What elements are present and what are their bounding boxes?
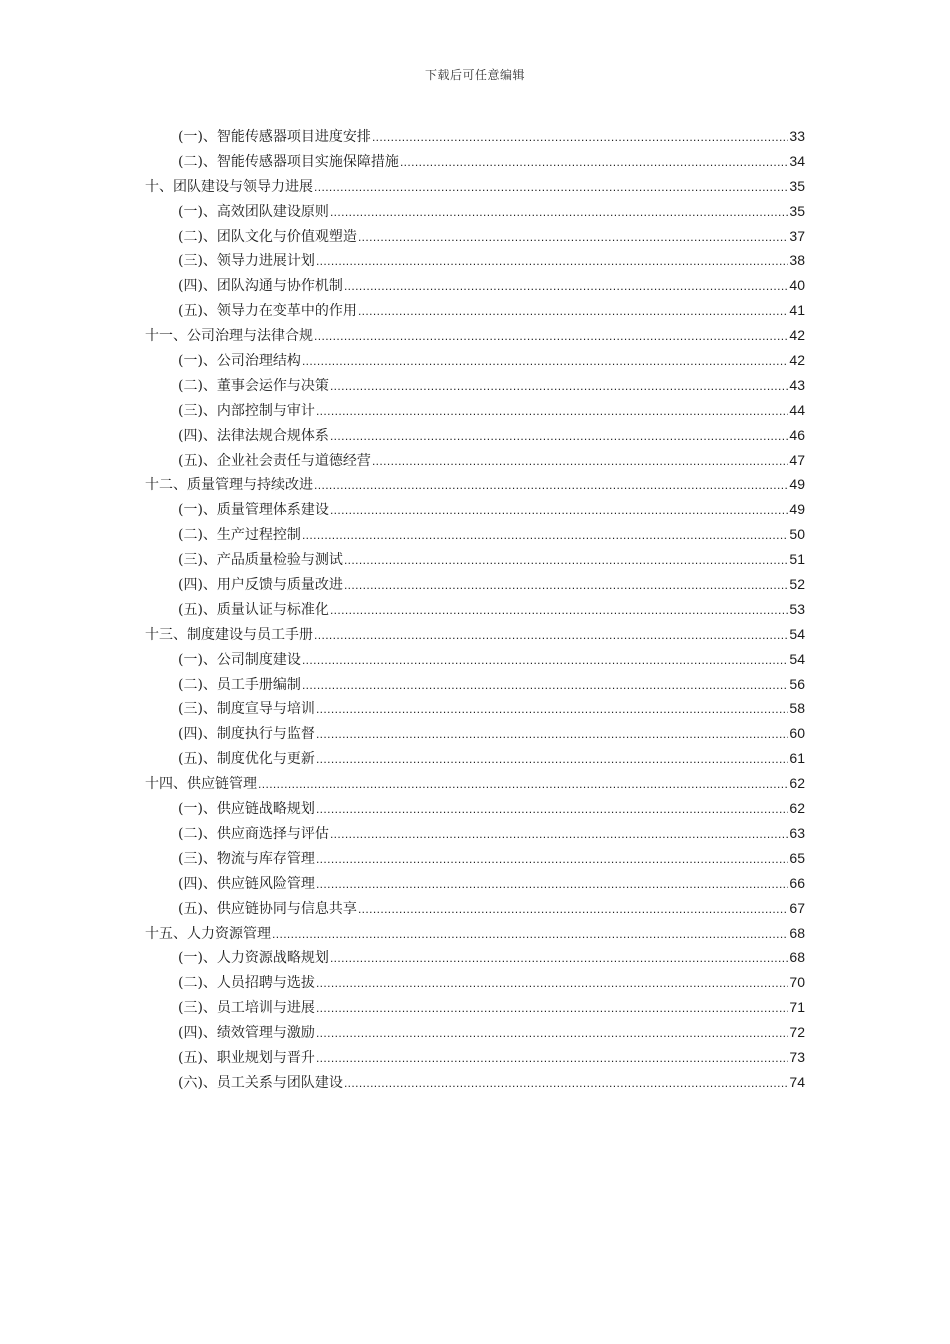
toc-dot-leader [316,249,788,274]
toc-dot-leader [302,648,788,673]
toc-section-entry[interactable] [145,1070,805,1095]
toc-dot-leader [344,573,788,598]
toc-entry-title: (三)、物流与库存管理 [178,850,315,867]
toc-entry-title: (五)、职业规划与晋升 [178,1049,315,1066]
toc-section-entry[interactable] [145,448,805,473]
toc-dot-leader [316,872,788,897]
toc-dot-leader [358,897,788,922]
toc-dot-leader [302,673,788,698]
toc-entry-title: 十二、质量管理与持续改进 [145,477,313,494]
toc-page-number: 37 [789,227,805,244]
toc-section-entry[interactable] [145,547,805,572]
toc-entry-title: (二)、员工手册编制 [178,676,301,693]
toc-section-entry[interactable] [145,149,805,174]
toc-entry-title: (一)、高效团队建设原则 [178,203,329,220]
toc-chapter-entry[interactable] [145,921,805,946]
toc-page-number: 54 [789,625,805,642]
toc-page-number: 35 [789,202,805,219]
toc-entry-title: (四)、用户反馈与质量改进 [178,577,343,594]
toc-chapter-entry[interactable] [145,771,805,796]
toc-page-number: 67 [789,899,805,916]
toc-entry-title: 十四、供应链管理 [145,776,257,793]
toc-page-number: 46 [789,426,805,443]
toc-section-entry[interactable] [145,423,805,448]
toc-section-entry[interactable] [145,597,805,622]
toc-entry-title: (三)、产品质量检验与测试 [178,552,343,569]
page-header: 下载后可任意编辑 [424,68,525,82]
toc-entry-title: 十一、公司治理与法律合规 [145,328,313,345]
toc-entry-title: (一)、公司制度建设 [178,651,301,668]
toc-dot-leader [316,399,788,424]
toc-dot-leader [314,324,788,349]
toc-dot-leader [314,623,788,648]
toc-entry-title: (四)、绩效管理与激励 [178,1025,315,1042]
toc-dot-leader [344,1071,788,1096]
toc-entry-title: (四)、供应链风险管理 [178,875,315,892]
toc-section-entry[interactable] [145,398,805,423]
toc-page-number: 42 [789,352,805,369]
toc-dot-leader [330,498,788,523]
toc-entry-title: 十、团队建设与领导力进展 [145,178,313,195]
toc-page-number: 72 [789,1024,805,1041]
toc-page-number: 60 [789,725,805,742]
toc-page-number: 33 [789,128,805,144]
toc-page-number: 62 [789,775,805,792]
toc-chapter-entry[interactable] [145,622,805,647]
toc-dot-leader [330,946,788,971]
toc-page-number: 63 [789,824,805,841]
toc-page-number: 61 [789,750,805,767]
toc-section-entry[interactable] [145,970,805,995]
toc-chapter-entry[interactable] [145,323,805,348]
toc-page-number: 42 [789,327,805,344]
toc-section-entry[interactable] [145,224,805,249]
toc-section-entry[interactable] [145,945,805,970]
toc-chapter-entry[interactable] [145,174,805,199]
toc-dot-leader [316,697,788,722]
toc-dot-leader [316,1046,788,1071]
toc-page-number: 34 [789,152,805,169]
toc-entry-title: (一)、人力资源战略规划 [178,950,329,967]
toc-section-entry[interactable] [145,348,805,373]
toc-section-entry[interactable] [145,821,805,846]
toc-entry-title: (三)、员工培训与进展 [178,1000,315,1017]
toc-dot-leader [344,274,788,299]
toc-page-number: 68 [789,949,805,966]
toc-dot-leader [316,996,788,1021]
toc-section-entry[interactable] [145,522,805,547]
toc-section-entry[interactable] [145,746,805,771]
toc-dot-leader [372,125,788,150]
toc-dot-leader [358,225,788,250]
toc-section-entry[interactable] [145,273,805,298]
toc-entry-title: (二)、人员招聘与选拔 [178,975,315,992]
toc-entry-title: (三)、内部控制与审计 [178,402,315,419]
toc-entry-title: 十五、人力资源管理 [145,925,271,942]
toc-page-number: 62 [789,800,805,817]
toc-dot-leader [314,175,788,200]
toc-page-number: 58 [789,700,805,717]
toc-entry-title: (二)、团队文化与价值观塑造 [178,228,357,245]
table-of-contents [145,124,805,1095]
toc-page-number: 65 [789,849,805,866]
toc-dot-leader [316,1021,788,1046]
toc-entry-title: 十三、制度建设与员工手册 [145,626,313,643]
toc-dot-leader [302,349,788,374]
toc-page-number: 49 [789,501,805,518]
toc-section-entry[interactable] [145,572,805,597]
toc-section-entry[interactable] [145,846,805,871]
toc-page-number: 49 [789,476,805,493]
toc-page-number: 68 [789,924,805,941]
toc-section-entry[interactable] [145,871,805,896]
toc-dot-leader [258,772,788,797]
toc-entry-title: (一)、质量管理体系建设 [178,502,329,519]
toc-entry-title: (六)、员工关系与团队建设 [178,1074,343,1091]
toc-entry-title: (四)、制度执行与监督 [178,726,315,743]
toc-dot-leader [400,150,788,175]
toc-dot-leader [316,722,788,747]
toc-page-number: 74 [789,1073,805,1090]
toc-page-number: 51 [789,551,805,568]
toc-dot-leader [316,747,788,772]
toc-dot-leader [316,971,788,996]
toc-section-entry[interactable] [145,1045,805,1070]
toc-entry-title: (一)、智能传感器项目进度安排 [178,129,371,145]
toc-section-entry[interactable] [145,199,805,224]
toc-chapter-entry[interactable] [145,472,805,497]
toc-entry-title: (二)、供应商选择与评估 [178,825,329,842]
toc-page-number: 41 [789,302,805,319]
toc-page-number: 47 [789,451,805,468]
toc-dot-leader [316,847,788,872]
toc-section-entry[interactable] [145,1020,805,1045]
toc-entry-title: (三)、制度宣导与培训 [178,701,315,718]
toc-section-entry[interactable] [145,248,805,273]
toc-dot-leader [330,374,788,399]
toc-dot-leader [316,797,788,822]
toc-page-number: 50 [789,526,805,543]
toc-entry-title: (五)、企业社会责任与道德经营 [178,452,371,469]
toc-dot-leader [330,822,788,847]
toc-dot-leader [330,424,788,449]
toc-section-entry[interactable] [145,298,805,323]
toc-entry-title: (五)、质量认证与标准化 [178,601,329,618]
toc-entry-title: (四)、团队沟通与协作机制 [178,278,343,295]
toc-entry-title: (二)、生产过程控制 [178,527,301,544]
toc-entry-title: (二)、董事会运作与决策 [178,377,329,394]
toc-dot-leader [330,598,788,623]
toc-dot-leader [314,473,788,498]
toc-section-entry[interactable] [145,373,805,398]
toc-dot-leader [344,548,788,573]
toc-entry-title: (二)、智能传感器项目实施保障措施 [178,153,399,170]
toc-entry-title: (三)、领导力进展计划 [178,253,315,270]
toc-entry-title: (四)、法律法规合规体系 [178,427,329,444]
toc-page-number: 52 [789,576,805,593]
toc-page-number: 56 [789,675,805,692]
toc-page-number: 71 [789,999,805,1016]
toc-entry-title: (五)、供应链协同与信息共享 [178,900,357,917]
toc-dot-leader [302,523,788,548]
toc-section-entry[interactable] [145,796,805,821]
toc-page-number: 73 [789,1048,805,1065]
toc-page-number: 38 [789,252,805,269]
toc-entry-title: (五)、领导力在变革中的作用 [178,303,357,320]
toc-dot-leader [372,449,788,474]
toc-dot-leader [272,922,788,947]
toc-entry-title: (一)、公司治理结构 [178,353,301,370]
toc-section-entry[interactable] [145,896,805,921]
toc-section-entry[interactable] [145,124,805,149]
toc-section-entry[interactable] [145,672,805,697]
toc-page-number: 35 [789,177,805,194]
toc-section-entry[interactable] [145,497,805,522]
toc-page-number: 54 [789,650,805,667]
toc-dot-leader [330,200,788,225]
toc-page-number: 53 [789,600,805,617]
toc-dot-leader [358,299,788,324]
toc-entry-title: (五)、制度优化与更新 [178,751,315,768]
toc-section-entry[interactable] [145,696,805,721]
toc-section-entry[interactable] [145,721,805,746]
toc-page-number: 66 [789,874,805,891]
toc-section-entry[interactable] [145,647,805,672]
toc-page-number: 43 [789,376,805,393]
toc-page-number: 44 [789,401,805,418]
toc-page-number: 70 [789,974,805,991]
toc-entry-title: (一)、供应链战略规划 [178,801,315,818]
toc-page-number: 40 [789,277,805,294]
toc-section-entry[interactable] [145,995,805,1020]
